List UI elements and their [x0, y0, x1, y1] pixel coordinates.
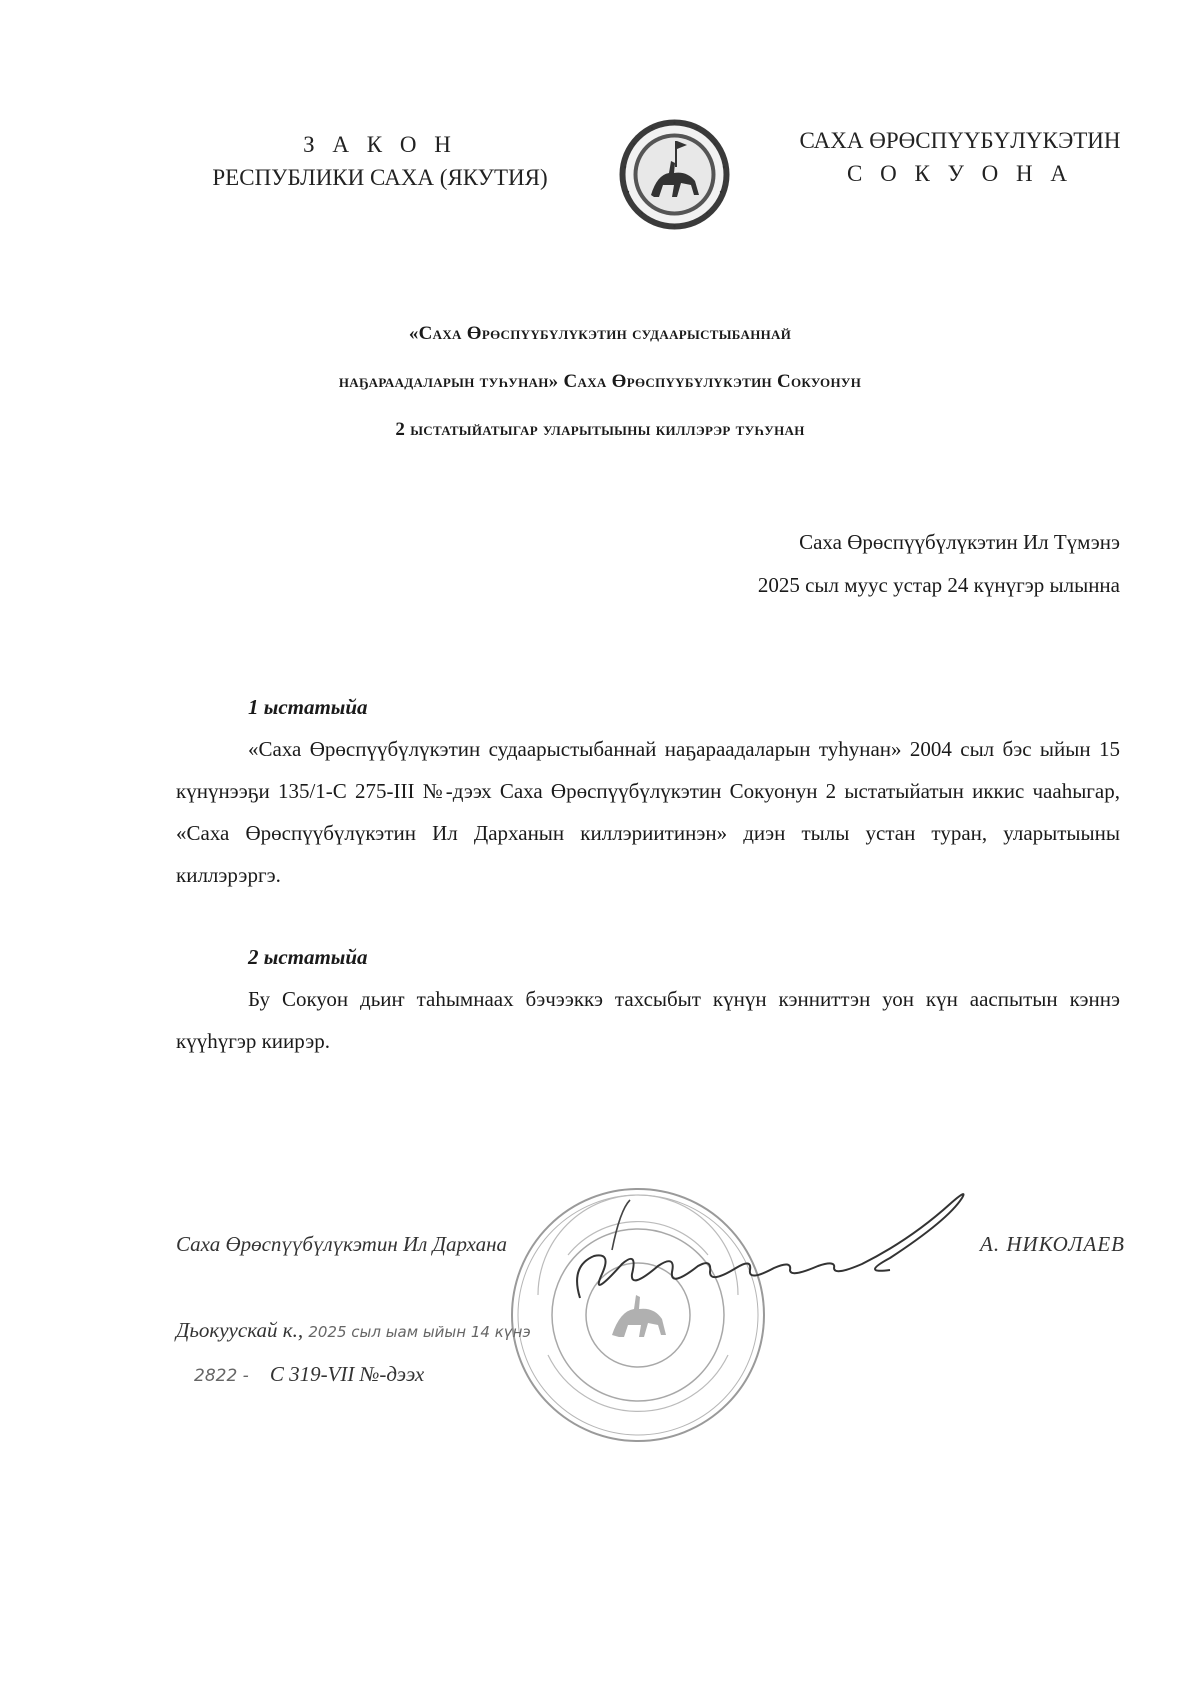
republic-name-ru: РЕСПУБЛИКИ САХА (ЯКУТИЯ)	[212, 165, 548, 190]
signatory-name: А. НИКОЛАЕВ	[980, 1232, 1125, 1256]
handwritten-number: 2822 -	[194, 1366, 249, 1386]
article-1	[176, 686, 1120, 896]
law-heading-ru: З А К О Н	[303, 132, 457, 157]
article-text: Бу Сокуон дьиҥ таһымнаах бэчээккэ тахсыбыт күнүн кэнниттэн уон күн ааспытын кэннэ күүһүгэр киирэр.	[176, 987, 1120, 1053]
handwritten-date: 2025 сыл ыам ыйын 14 күнэ	[308, 1323, 531, 1341]
law-number	[194, 1362, 424, 1387]
title-line-1: «Саха Өрөспүүбүлүкэтин судаарыстыбаннай	[408, 323, 792, 344]
header-left	[180, 128, 580, 194]
adopted-by: Саха Өрөспүүбүлүкэтин Ил Түмэнэ	[799, 530, 1120, 554]
law-heading-sakha: С О К У О Н А	[847, 161, 1073, 186]
article-2	[176, 936, 1120, 1062]
signing-place-date	[176, 1318, 531, 1343]
republic-name-sakha: САХА ӨРӨСПҮҮБҮЛҮКЭТИН	[799, 128, 1121, 153]
document-title	[170, 310, 1030, 454]
signatory-title: Саха Өрөспүүбүлүкэтин Ил Дархана	[176, 1232, 507, 1256]
law-number-text: С 319-VII №-дээх	[269, 1362, 425, 1386]
adoption-date: 2025 сыл муус устар 24 күнүгэр ылынна	[757, 573, 1120, 597]
article-heading: 2 ыстатыйа	[248, 945, 368, 969]
title-line-2: наҕараадаларын туһунан» Саха Өрөспүүбүлүкэтин Сокуонун	[338, 371, 862, 392]
article-heading: 1 ыстатыйа	[248, 695, 368, 719]
signing-city: Дьокуускай к.,	[176, 1318, 304, 1342]
adoption-block	[758, 521, 1120, 607]
coat-of-arms-icon	[617, 117, 732, 232]
header-right	[760, 124, 1160, 190]
title-line-3: 2 ыстатыйатыгар уларытыыны киллэрэр туһунан	[395, 419, 805, 440]
article-text: «Саха Өрөспүүбүлүкэтин судаарыстыбаннай наҕараадаларын туһунан» 2004 сыл бэс ыйын 15 күнүнээҕи 135/1-С 275-III №-дээх Саха Өрөспүүбүлүкэтин Сокуонун 2 ыстатыйатын иккис чааһыгар, «Саха Өрөспүүбүлүкэтин Ил Дарханын киллэриитинэн» диэн тылы устан туран, уларытыыны киллэрэргэ.	[176, 737, 1120, 887]
handwritten-signature-icon	[560, 1170, 1000, 1310]
